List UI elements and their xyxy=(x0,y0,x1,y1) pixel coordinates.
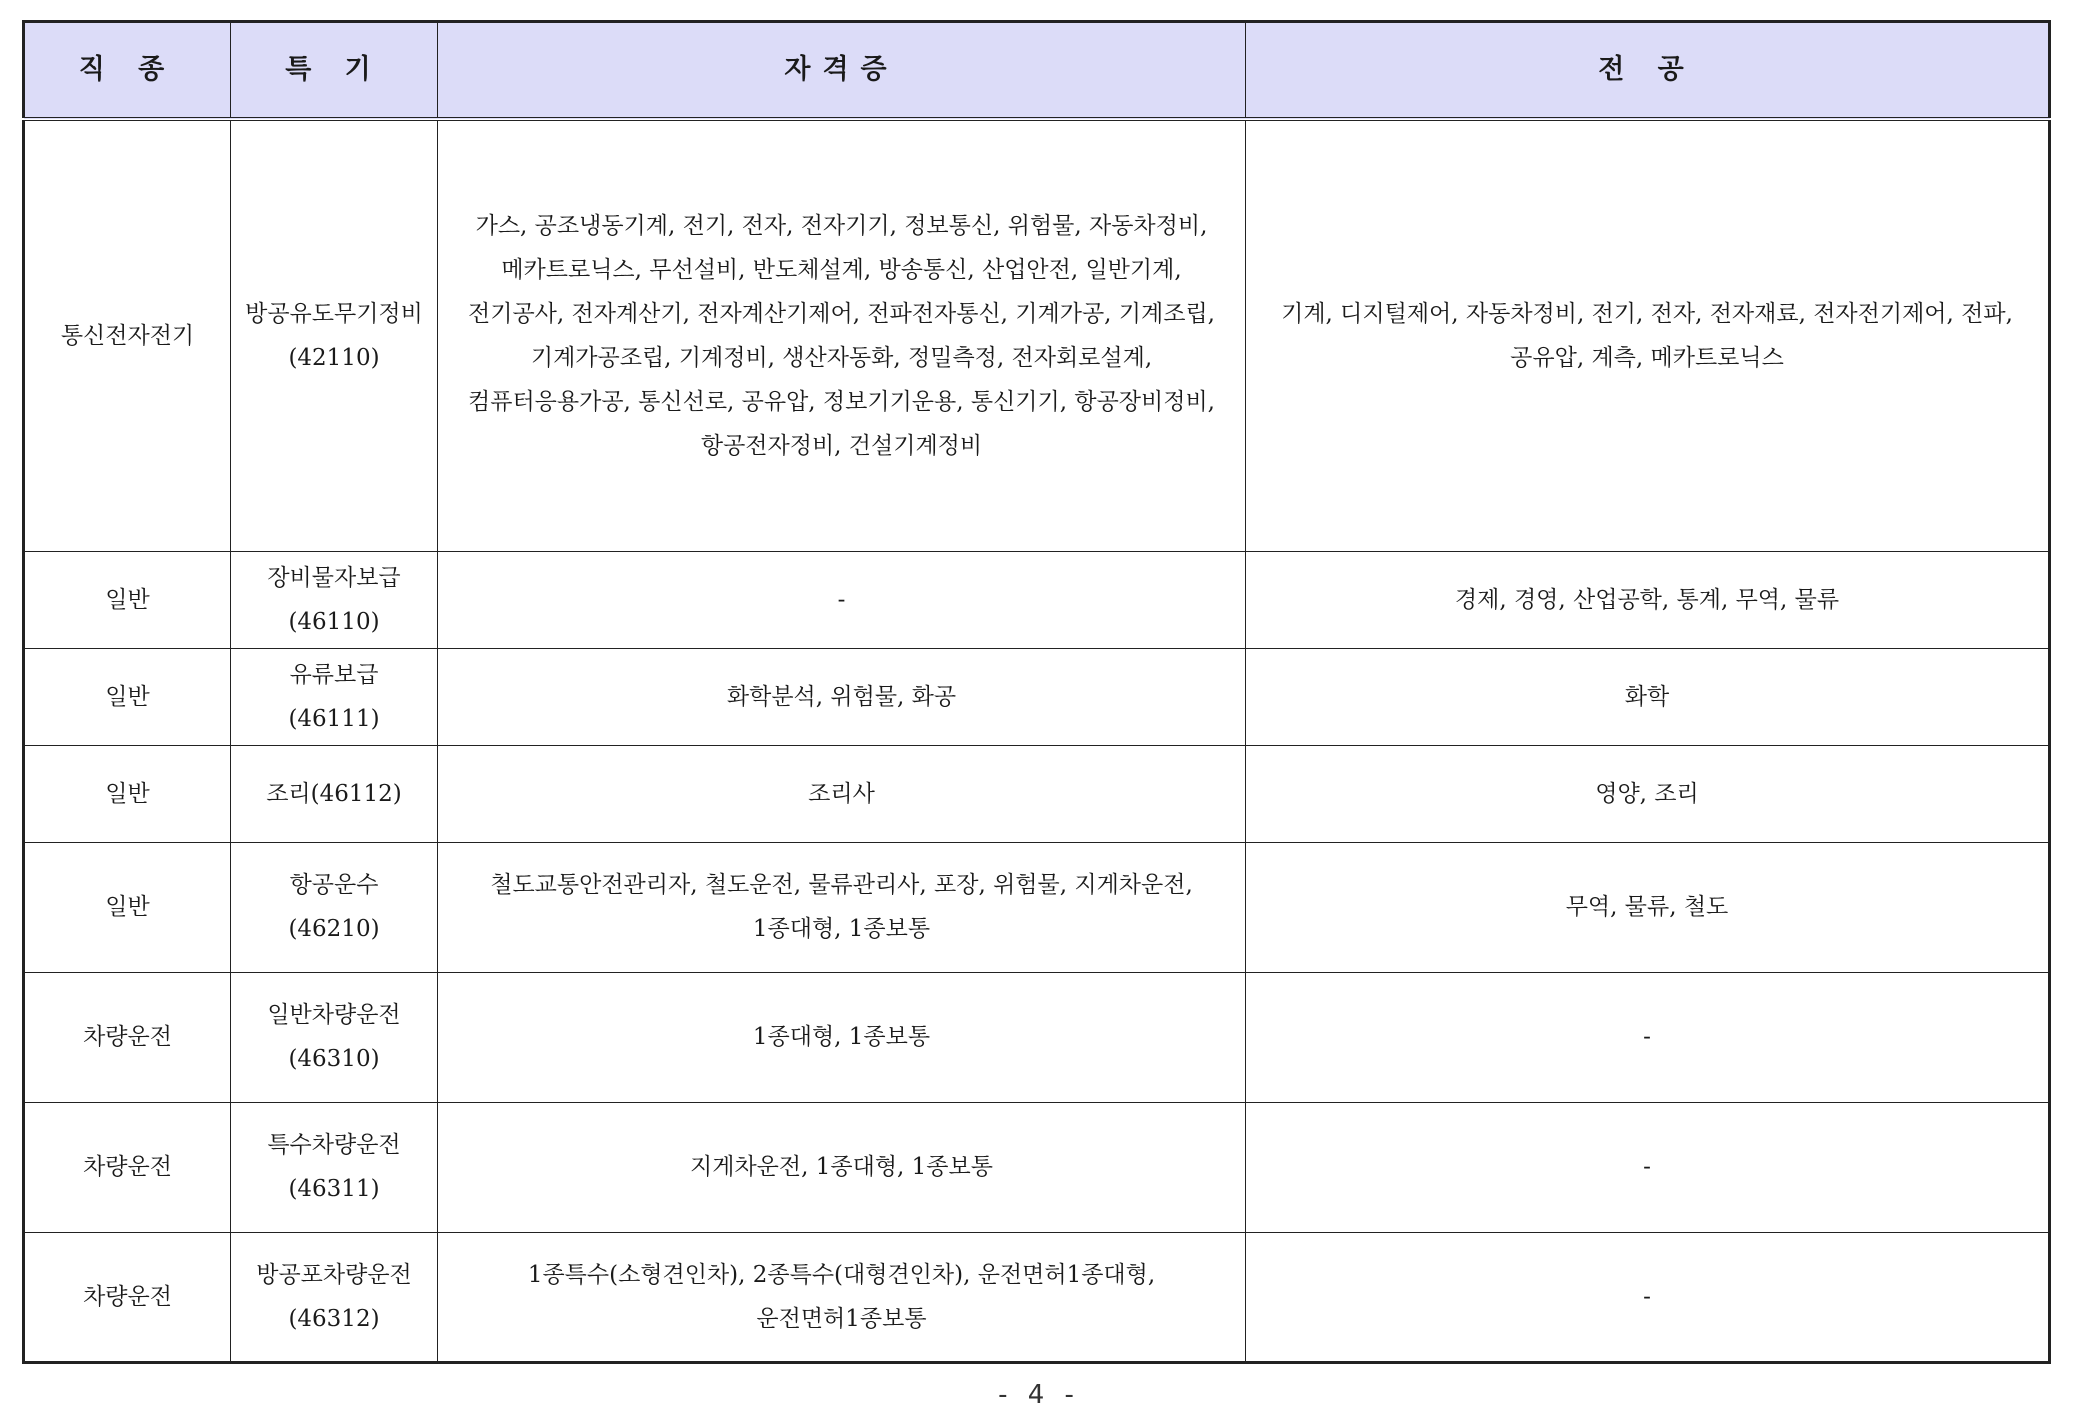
header-certificate: 자격증 xyxy=(438,22,1246,120)
cell-major-line: - xyxy=(1643,1283,1651,1310)
cell-specialty-line: 특수차량운전 xyxy=(267,1132,401,1158)
cell-specialty-line: 일반차량운전 xyxy=(267,1002,401,1028)
cell-certificate xyxy=(438,648,1246,745)
cell-major xyxy=(1246,119,2050,551)
cell-certificate-line: 가스, 공조냉동기계, 전기, 전자, 전자기기, 정보통신, 위험물, 자동차정비, xyxy=(475,212,1208,239)
page-number: - 4 - xyxy=(998,1380,1080,1410)
cell-certificate-line: 항공전자정비, 건설기계정비 xyxy=(700,432,983,459)
cell-specialty-line: 조리(46112) xyxy=(266,780,402,807)
cell-major xyxy=(1246,842,2050,972)
cell-specialty-line: (46311) xyxy=(288,1176,380,1202)
cell-major-line: 공유압, 계측, 메카트로닉스 xyxy=(1510,344,1784,371)
cell-job: 일반 xyxy=(24,842,231,972)
cell-specialty xyxy=(231,648,438,745)
cell-certificate-line: 지게차운전, 1종대형, 1종보통 xyxy=(690,1154,993,1180)
cell-certificate xyxy=(438,1232,1246,1362)
cell-specialty xyxy=(231,745,438,842)
cell-certificate-line: 전기공사, 전자계산기, 전자계산기제어, 전파전자통신, 기계가공, 기계조립, xyxy=(468,300,1215,327)
cell-certificate-line: 1종대형, 1종보통 xyxy=(752,916,931,942)
cell-certificate xyxy=(438,119,1246,551)
cell-major xyxy=(1246,745,2050,842)
cell-certificate xyxy=(438,745,1246,842)
table-row xyxy=(24,972,2050,1102)
table-row xyxy=(24,1102,2050,1232)
cell-specialty-line: 방공포차량운전 xyxy=(256,1261,412,1288)
cell-certificate-line: 화학분석, 위험물, 화공 xyxy=(726,683,957,710)
cell-major xyxy=(1246,551,2050,648)
cell-specialty-line: 항공운수(46210) xyxy=(288,872,380,942)
table-row xyxy=(24,1232,2050,1362)
cell-certificate xyxy=(438,551,1246,648)
cell-certificate-line: 운전면허1종보통 xyxy=(756,1305,927,1332)
cell-major-line: 기계, 디지털제어, 자동차정비, 전기, 전자, 전자재료, 전자전기제어, 전파, xyxy=(1281,300,2013,327)
cell-major xyxy=(1246,972,2050,1102)
table-row xyxy=(24,648,2050,745)
cell-certificate xyxy=(438,972,1246,1102)
cell-job: 차량운전 xyxy=(24,1102,231,1232)
cell-specialty-line: (46312) xyxy=(288,1305,380,1332)
cell-major-line: 화학 xyxy=(1624,683,1670,710)
cell-certificate-line: 1종대형, 1종보통 xyxy=(752,1024,931,1050)
cell-certificate xyxy=(438,842,1246,972)
cell-major-line: 무역, 물류, 철도 xyxy=(1565,894,1729,920)
header-major: 전 공 xyxy=(1246,22,2050,120)
cell-certificate-line: 메카트로닉스, 무선설비, 반도체설계, 방송통신, 산업안전, 일반기계, xyxy=(501,256,1182,283)
cell-job: 통신전자전기 xyxy=(24,119,231,551)
table-row xyxy=(24,842,2050,972)
cell-job: 일반 xyxy=(24,648,231,745)
table-body xyxy=(24,119,2050,1362)
cell-specialty-line: (42110) xyxy=(288,344,380,371)
cell-major xyxy=(1246,1232,2050,1362)
cell-specialty-line: (46110) xyxy=(288,608,380,635)
document-sheet xyxy=(22,20,2048,1364)
cell-job: 차량운전 xyxy=(24,1232,231,1362)
cell-job: 차량운전 xyxy=(24,972,231,1102)
cell-certificate-line: 기계가공조립, 기계정비, 생산자동화, 정밀측정, 전자회로설계, xyxy=(530,344,1153,371)
cell-job: 일반 xyxy=(24,745,231,842)
cell-specialty xyxy=(231,119,438,551)
cell-specialty-line: 장비물자보급 xyxy=(267,564,401,591)
qualification-table xyxy=(22,20,2051,1364)
cell-certificate-line: 1종특수(소형견인차), 2종특수(대형견인차), 운전면허1종대형, xyxy=(527,1261,1156,1288)
cell-certificate-line: 컴퓨터응용가공, 통신선로, 공유압, 정보기기운용, 통신기기, 항공장비정비, xyxy=(468,388,1215,415)
header-job: 직 종 xyxy=(24,22,231,120)
cell-major-line: 영양, 조리 xyxy=(1595,780,1699,807)
cell-certificate-line: 조리사 xyxy=(808,780,875,807)
cell-major-line: - xyxy=(1643,1024,1651,1050)
cell-job: 일반 xyxy=(24,551,231,648)
cell-specialty-line: 방공유도무기정비 xyxy=(245,300,423,327)
cell-major xyxy=(1246,648,2050,745)
cell-certificate-line: 철도교통안전관리자, 철도운전, 물류관리사, 포장, 위험물, 지게차운전, xyxy=(490,872,1193,898)
cell-specialty-line: 유류보급(46111) xyxy=(288,661,380,732)
cell-specialty xyxy=(231,1232,438,1362)
cell-specialty xyxy=(231,1102,438,1232)
table-row xyxy=(24,119,2050,551)
cell-certificate-line: - xyxy=(837,586,846,613)
cell-specialty xyxy=(231,972,438,1102)
cell-major xyxy=(1246,1102,2050,1232)
table-row xyxy=(24,745,2050,842)
table-row xyxy=(24,551,2050,648)
cell-specialty-line: (46310) xyxy=(288,1046,380,1072)
cell-specialty xyxy=(231,842,438,972)
cell-certificate xyxy=(438,1102,1246,1232)
table-header-row xyxy=(24,22,2050,120)
cell-major-line: 경제, 경영, 산업공학, 통계, 무역, 물류 xyxy=(1454,586,1840,613)
cell-specialty xyxy=(231,551,438,648)
cell-major-line: - xyxy=(1643,1154,1651,1180)
header-specialty: 특 기 xyxy=(231,22,438,120)
